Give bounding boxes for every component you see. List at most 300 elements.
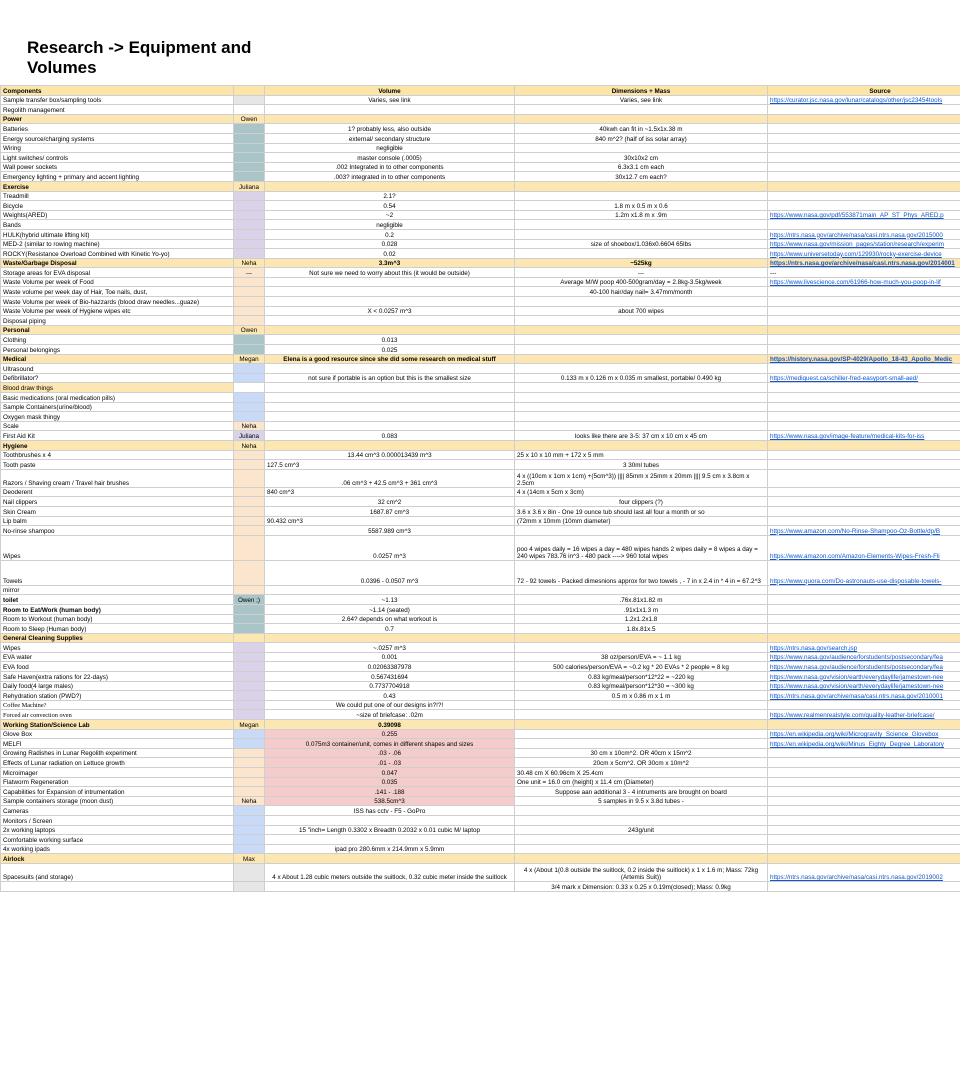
- source-cell[interactable]: [768, 354, 960, 364]
- source-link[interactable]: https://www.nasa.gov/audience/forstudents/postsecondary/fea: [770, 654, 943, 662]
- header-components[interactable]: Components: [1, 86, 234, 96]
- component-cell[interactable]: Personal belongings: [1, 345, 234, 355]
- source-cell[interactable]: [768, 844, 960, 854]
- component-cell[interactable]: Bicycle: [1, 201, 234, 211]
- volume-cell[interactable]: ~size of briefcase: .02m: [265, 710, 515, 720]
- component-cell[interactable]: Basic medications (oral medication pills): [1, 393, 234, 403]
- owner-cell[interactable]: [234, 124, 265, 134]
- dimensions-mass-cell[interactable]: [515, 739, 768, 749]
- source-cell[interactable]: [768, 287, 960, 297]
- owner-cell[interactable]: Owen: [234, 114, 265, 124]
- volume-cell[interactable]: 0.083: [265, 431, 515, 441]
- owner-cell[interactable]: [234, 460, 265, 470]
- component-cell[interactable]: Regolith management: [1, 105, 234, 115]
- source-cell[interactable]: [768, 95, 960, 105]
- dimensions-mass-cell[interactable]: [515, 393, 768, 403]
- dimensions-mass-cell[interactable]: 1.2m x1.8 m x .9m: [515, 210, 768, 220]
- volume-cell[interactable]: 2.64? depends on what workout is: [265, 614, 515, 624]
- component-cell[interactable]: Medical: [1, 354, 234, 364]
- source-cell[interactable]: [768, 825, 960, 835]
- component-cell[interactable]: Treadmill: [1, 191, 234, 201]
- dimensions-mass-cell[interactable]: 1.2x1.2x1.8: [515, 614, 768, 624]
- owner-cell[interactable]: [234, 700, 265, 710]
- volume-cell[interactable]: negligible: [265, 143, 515, 153]
- component-cell[interactable]: Bands: [1, 220, 234, 230]
- owner-cell[interactable]: [234, 229, 265, 239]
- volume-cell[interactable]: not sure if portable is an option but this is the smallest size: [265, 373, 515, 383]
- owner-cell[interactable]: [234, 768, 265, 778]
- dimensions-mass-cell[interactable]: [515, 643, 768, 653]
- component-cell[interactable]: Daily food(4 large males): [1, 681, 234, 691]
- dimensions-mass-cell[interactable]: poo 4 wipes daily = 16 wipes a day = 480 wipes hands 2 wipes daily = 8 wipes a day = 240 wipes 783.76 in^3 - 480 pack ----> 960 total wipes: [515, 535, 768, 560]
- component-cell[interactable]: Nail clippers: [1, 497, 234, 507]
- dimensions-mass-cell[interactable]: 40kwh can fit in ~1.5x1x.38 m: [515, 124, 768, 134]
- source-link[interactable]: https://www.nasa.gov/pdf/553871main_AP_ST_Phys_ARED.p: [770, 212, 944, 220]
- source-cell[interactable]: [768, 345, 960, 355]
- source-link[interactable]: https://history.nasa.gov/SP-4029/Apollo_18-43_Apollo_Medic: [770, 356, 953, 364]
- source-cell[interactable]: [768, 739, 960, 749]
- volume-cell[interactable]: 15 "inch= Length 0.3302 x Breadth 0.2032 x 0.01 cubic M/ laptop: [265, 825, 515, 835]
- component-cell[interactable]: Clothing: [1, 335, 234, 345]
- source-link[interactable]: https://ntrs.nasa.gov/archive/nasa/casi.ntrs.nasa.gov/2015000: [770, 231, 943, 239]
- component-cell[interactable]: Safe Haven(extra rations for 22-days): [1, 672, 234, 682]
- source-link[interactable]: https://ntrs.nasa.gov/search.jsp: [770, 644, 858, 652]
- component-cell[interactable]: Room to Workout (human body): [1, 614, 234, 624]
- dimensions-mass-cell[interactable]: [515, 316, 768, 326]
- source-cell[interactable]: [768, 364, 960, 374]
- source-cell[interactable]: [768, 672, 960, 682]
- source-cell[interactable]: [768, 815, 960, 825]
- source-cell[interactable]: [768, 335, 960, 345]
- volume-cell[interactable]: [265, 421, 515, 431]
- owner-cell[interactable]: [234, 335, 265, 345]
- component-cell[interactable]: Sample Containers(urine/blood): [1, 402, 234, 412]
- source-cell[interactable]: [768, 114, 960, 124]
- volume-cell[interactable]: [265, 881, 515, 891]
- volume-cell[interactable]: [265, 297, 515, 307]
- dimensions-mass-cell[interactable]: [515, 143, 768, 153]
- volume-cell[interactable]: 0.02063387978: [265, 662, 515, 672]
- volume-cell[interactable]: Varies, see link: [265, 95, 515, 105]
- component-cell[interactable]: 4x working ipads: [1, 844, 234, 854]
- volume-cell[interactable]: ~.0257 m^3: [265, 643, 515, 653]
- dimensions-mass-cell[interactable]: 1.8 m x 0.5 m x 0.6: [515, 201, 768, 211]
- component-cell[interactable]: Sample containers storage (moon dust): [1, 796, 234, 806]
- component-cell[interactable]: Wipes: [1, 535, 234, 560]
- owner-cell[interactable]: Neha: [234, 421, 265, 431]
- volume-cell[interactable]: .141 - .188: [265, 787, 515, 797]
- source-link[interactable]: https://www.nasa.gov/mission_pages/station/research/experim: [770, 241, 944, 249]
- dimensions-mass-cell[interactable]: 4 x (About 1(0.8 outside the suitlock, 0.2 inside the suitlock) x 1 x 1.6 m; Mass: 72kg (Artemis Suit)): [515, 863, 768, 881]
- owner-cell[interactable]: ---: [234, 268, 265, 278]
- source-link[interactable]: https://curator.jsc.nasa.gov/lunar/catalogs/other/jsc23454tools: [770, 97, 943, 105]
- dimensions-mass-cell[interactable]: 30 cm x 10cm^2. OR 40cm x 15m^2: [515, 748, 768, 758]
- source-cell[interactable]: [768, 460, 960, 470]
- volume-cell[interactable]: [265, 402, 515, 412]
- volume-cell[interactable]: 840 cm^3: [265, 487, 515, 497]
- volume-cell[interactable]: [265, 181, 515, 191]
- dimensions-mass-cell[interactable]: [515, 720, 768, 730]
- component-cell[interactable]: Capabilities for Expansion of intrumentation: [1, 787, 234, 797]
- dimensions-mass-cell[interactable]: [515, 191, 768, 201]
- component-cell[interactable]: Effects of Lunar radiation on Lettuce growth: [1, 758, 234, 768]
- dimensions-mass-cell[interactable]: One unit = 16.0 cm (height) x 11.4 cm (Diameter): [515, 777, 768, 787]
- volume-cell[interactable]: [265, 633, 515, 643]
- dimensions-mass-cell[interactable]: [515, 383, 768, 393]
- owner-cell[interactable]: [234, 402, 265, 412]
- owner-cell[interactable]: Juliana: [234, 431, 265, 441]
- owner-cell[interactable]: [234, 153, 265, 163]
- volume-cell[interactable]: 0.025: [265, 345, 515, 355]
- source-cell[interactable]: [768, 306, 960, 316]
- owner-cell[interactable]: [234, 316, 265, 326]
- source-link[interactable]: https://ntrs.nasa.gov/archive/nasa/casi.ntrs.nasa.gov/2014001: [770, 260, 955, 268]
- volume-cell[interactable]: 0.567431694: [265, 672, 515, 682]
- dimensions-mass-cell[interactable]: 840 m^2? (half of iss solar array): [515, 133, 768, 143]
- owner-cell[interactable]: [234, 210, 265, 220]
- dimensions-mass-cell[interactable]: [515, 364, 768, 374]
- component-cell[interactable]: Personal: [1, 325, 234, 335]
- volume-cell[interactable]: [265, 316, 515, 326]
- component-cell[interactable]: Lip balm: [1, 516, 234, 526]
- volume-cell[interactable]: master console (.0005): [265, 153, 515, 163]
- component-cell[interactable]: Forced air convection oven: [1, 710, 234, 720]
- volume-cell[interactable]: [265, 105, 515, 115]
- owner-cell[interactable]: [234, 364, 265, 374]
- component-cell[interactable]: Waste Volume per week of Hygiene wipes etc: [1, 306, 234, 316]
- dimensions-mass-cell[interactable]: about 700 wipes: [515, 306, 768, 316]
- volume-cell[interactable]: 0.7737704918: [265, 681, 515, 691]
- component-cell[interactable]: Wipes: [1, 643, 234, 653]
- owner-cell[interactable]: Juliana: [234, 181, 265, 191]
- component-cell[interactable]: EVA food: [1, 662, 234, 672]
- source-cell[interactable]: [768, 796, 960, 806]
- dimensions-mass-cell[interactable]: 243g/unit: [515, 825, 768, 835]
- volume-cell[interactable]: 4 x About 1.28 cubic meters outside the suitlock, 0.32 cubic meter inside the suitlock: [265, 863, 515, 881]
- volume-cell[interactable]: 0.075m3 container/unit, comes in different shapes and sizes: [265, 739, 515, 749]
- owner-cell[interactable]: [234, 815, 265, 825]
- component-cell[interactable]: Wiring: [1, 143, 234, 153]
- dimensions-mass-cell[interactable]: 30x12.7 cm each?: [515, 172, 768, 182]
- source-cell[interactable]: [768, 633, 960, 643]
- owner-cell[interactable]: [234, 844, 265, 854]
- source-cell[interactable]: [768, 881, 960, 891]
- header-owner[interactable]: [234, 86, 265, 96]
- source-link[interactable]: https://en.wikipedia.org/wiki/Microgravity_Science_Glovebox: [770, 731, 939, 739]
- source-cell[interactable]: [768, 229, 960, 239]
- source-cell[interactable]: [768, 402, 960, 412]
- spreadsheet-grid[interactable]: [0, 85, 960, 1080]
- owner-cell[interactable]: [234, 497, 265, 507]
- volume-cell[interactable]: .003? integrated in to other components: [265, 172, 515, 182]
- volume-cell[interactable]: 127.5 cm^3: [265, 460, 515, 470]
- component-cell[interactable]: Deoderent: [1, 487, 234, 497]
- owner-cell[interactable]: [234, 143, 265, 153]
- source-cell[interactable]: [768, 393, 960, 403]
- dimensions-mass-cell[interactable]: ~525kg: [515, 258, 768, 268]
- volume-cell[interactable]: 0.001: [265, 652, 515, 662]
- source-cell[interactable]: [768, 526, 960, 536]
- component-cell[interactable]: Energy source/charging systems: [1, 133, 234, 143]
- source-cell[interactable]: [768, 210, 960, 220]
- owner-cell[interactable]: [234, 373, 265, 383]
- component-cell[interactable]: Glove Box: [1, 729, 234, 739]
- volume-cell[interactable]: 5587.989 cm^3: [265, 526, 515, 536]
- owner-cell[interactable]: [234, 220, 265, 230]
- source-cell[interactable]: [768, 421, 960, 431]
- source-cell[interactable]: [768, 258, 960, 268]
- component-cell[interactable]: Weights(ARED): [1, 210, 234, 220]
- source-cell[interactable]: [768, 681, 960, 691]
- source-cell[interactable]: [768, 105, 960, 115]
- volume-cell[interactable]: 2.1?: [265, 191, 515, 201]
- dimensions-mass-cell[interactable]: 0.5 m x 0.86 m x 1 m: [515, 691, 768, 701]
- source-cell[interactable]: [768, 191, 960, 201]
- dimensions-mass-cell[interactable]: [515, 402, 768, 412]
- dimensions-mass-cell[interactable]: [515, 220, 768, 230]
- component-cell[interactable]: Defibrillator?: [1, 373, 234, 383]
- source-cell[interactable]: [768, 777, 960, 787]
- owner-cell[interactable]: [234, 345, 265, 355]
- source-cell[interactable]: [768, 239, 960, 249]
- volume-cell[interactable]: .06 cm^3 + 42.5 cm^3 + 361 cm^3: [265, 469, 515, 487]
- component-cell[interactable]: EVA water: [1, 652, 234, 662]
- volume-cell[interactable]: 0.0257 m^3: [265, 535, 515, 560]
- source-cell[interactable]: [768, 835, 960, 845]
- owner-cell[interactable]: [234, 162, 265, 172]
- component-cell[interactable]: First Aid Kit: [1, 431, 234, 441]
- source-cell[interactable]: [768, 201, 960, 211]
- dimensions-mass-cell[interactable]: [515, 835, 768, 845]
- owner-cell[interactable]: [234, 249, 265, 259]
- dimensions-mass-cell[interactable]: [515, 345, 768, 355]
- volume-cell[interactable]: 32 cm^2: [265, 497, 515, 507]
- dimensions-mass-cell[interactable]: [515, 249, 768, 259]
- owner-cell[interactable]: [234, 739, 265, 749]
- component-cell[interactable]: Power: [1, 114, 234, 124]
- source-link[interactable]: https://ntrs.nasa.gov/archive/nasa/casi.ntrs.nasa.gov/2010001: [770, 692, 943, 700]
- component-cell[interactable]: Emergency lighting + primary and accent lighting: [1, 172, 234, 182]
- owner-cell[interactable]: Owen ;): [234, 595, 265, 605]
- component-cell[interactable]: Cameras: [1, 806, 234, 816]
- source-cell[interactable]: [768, 720, 960, 730]
- source-cell[interactable]: [768, 768, 960, 778]
- owner-cell[interactable]: [234, 191, 265, 201]
- owner-cell[interactable]: [234, 306, 265, 316]
- header-source[interactable]: Source: [768, 86, 960, 96]
- source-link[interactable]: https://mediquest.ca/schiller-fred-easyport-small-aed/: [770, 375, 919, 383]
- dimensions-mass-cell[interactable]: [515, 815, 768, 825]
- dimensions-mass-cell[interactable]: Average M/W poop 400-500gram/day = 2.8kg-3.5kg/week: [515, 277, 768, 287]
- source-cell[interactable]: [768, 758, 960, 768]
- source-link[interactable]: https://www.nasa.gov/vision/earth/everydaylife/jamestown-nee: [770, 673, 944, 681]
- volume-cell[interactable]: ipad pro 280.6mm x 214.9mm x 5.9mm: [265, 844, 515, 854]
- dimensions-mass-cell[interactable]: [515, 412, 768, 422]
- owner-cell[interactable]: [234, 672, 265, 682]
- component-cell[interactable]: Wall power sockets: [1, 162, 234, 172]
- owner-cell[interactable]: [234, 516, 265, 526]
- source-cell[interactable]: [768, 643, 960, 653]
- owner-cell[interactable]: [234, 643, 265, 653]
- dimensions-mass-cell[interactable]: [515, 114, 768, 124]
- volume-cell[interactable]: 0.035: [265, 777, 515, 787]
- owner-cell[interactable]: [234, 585, 265, 595]
- volume-cell[interactable]: [265, 393, 515, 403]
- dimensions-mass-cell[interactable]: 30.48 cm X 60.96cm X 25.4cm: [515, 768, 768, 778]
- source-cell[interactable]: ---: [768, 268, 960, 278]
- component-cell[interactable]: Scale: [1, 421, 234, 431]
- source-cell[interactable]: [768, 143, 960, 153]
- component-cell[interactable]: [1, 881, 234, 891]
- dimensions-mass-cell[interactable]: 500 calories/person/EVA = ~0.2 kg * 20 EVAs * 2 people = 8 kg: [515, 662, 768, 672]
- component-cell[interactable]: MELFI: [1, 739, 234, 749]
- component-cell[interactable]: Waste volume per week day of Hair, Toe nails, dust,: [1, 287, 234, 297]
- component-cell[interactable]: Exercise: [1, 181, 234, 191]
- volume-cell[interactable]: .03 - .06: [265, 748, 515, 758]
- owner-cell[interactable]: [234, 393, 265, 403]
- component-cell[interactable]: Storage areas for EVA disposal: [1, 268, 234, 278]
- source-cell[interactable]: [768, 604, 960, 614]
- source-cell[interactable]: [768, 585, 960, 595]
- source-link[interactable]: https://www.nasa.gov/vision/earth/everydaylife/jamestown-nee: [770, 683, 944, 691]
- component-cell[interactable]: No-rinse shampoo: [1, 526, 234, 536]
- source-cell[interactable]: [768, 440, 960, 450]
- owner-cell[interactable]: [234, 133, 265, 143]
- source-cell[interactable]: [768, 316, 960, 326]
- source-cell[interactable]: [768, 277, 960, 287]
- source-link[interactable]: https://www.universetoday.com/129930/rocky-exercise-device: [770, 250, 942, 258]
- volume-cell[interactable]: [265, 412, 515, 422]
- owner-cell[interactable]: [234, 681, 265, 691]
- owner-cell[interactable]: [234, 806, 265, 816]
- component-cell[interactable]: Ultrasound: [1, 364, 234, 374]
- dimensions-mass-cell[interactable]: [515, 421, 768, 431]
- source-cell[interactable]: [768, 412, 960, 422]
- dimensions-mass-cell[interactable]: Varies, see link: [515, 95, 768, 105]
- source-cell[interactable]: [768, 383, 960, 393]
- component-cell[interactable]: MED-2 (similar to rowing machine): [1, 239, 234, 249]
- source-cell[interactable]: [768, 450, 960, 460]
- source-cell[interactable]: [768, 662, 960, 672]
- owner-cell[interactable]: Megan: [234, 720, 265, 730]
- volume-cell[interactable]: 0.047: [265, 768, 515, 778]
- dimensions-mass-cell[interactable]: 3.6 x 3.6 x 8in - One 19 ounce tub should last all four a month or so: [515, 506, 768, 516]
- source-cell[interactable]: [768, 373, 960, 383]
- component-cell[interactable]: Monitors / Screen: [1, 815, 234, 825]
- source-cell[interactable]: [768, 595, 960, 605]
- dimensions-mass-cell[interactable]: 40-100 hair/day nail= 3.47mm/month: [515, 287, 768, 297]
- component-cell[interactable]: Working Station/Science Lab: [1, 720, 234, 730]
- source-cell[interactable]: [768, 153, 960, 163]
- component-cell[interactable]: ROCKY(Resistance Overload Combined with Kinetic Yo-yo): [1, 249, 234, 259]
- volume-cell[interactable]: [265, 287, 515, 297]
- dimensions-mass-cell[interactable]: [515, 585, 768, 595]
- source-cell[interactable]: [768, 710, 960, 720]
- volume-cell[interactable]: [265, 383, 515, 393]
- volume-cell[interactable]: 0.39098: [265, 720, 515, 730]
- owner-cell[interactable]: [234, 748, 265, 758]
- component-cell[interactable]: Razors / Shaving cream / Travel hair brushes: [1, 469, 234, 487]
- volume-cell[interactable]: ~1.14 (seated): [265, 604, 515, 614]
- source-link[interactable]: https://www.quora.com/Do-astronauts-use-disposable-towels-: [770, 577, 942, 585]
- source-cell[interactable]: [768, 487, 960, 497]
- component-cell[interactable]: Sample transfer box/sampling tools: [1, 95, 234, 105]
- owner-cell[interactable]: [234, 412, 265, 422]
- component-cell[interactable]: Room to Eat/Work (human body): [1, 604, 234, 614]
- source-cell[interactable]: [768, 863, 960, 881]
- source-cell[interactable]: [768, 133, 960, 143]
- dimensions-mass-cell[interactable]: [515, 806, 768, 816]
- dimensions-mass-cell[interactable]: [515, 297, 768, 307]
- volume-cell[interactable]: 0.0396 - 0.0507 m^3: [265, 560, 515, 585]
- dimensions-mass-cell[interactable]: 72 - 92 towels - Packed dimesnions approx for two towels , - 7 in x 2.4 in * 4 in = 67.2^3: [515, 560, 768, 585]
- dimensions-mass-cell[interactable]: [515, 354, 768, 364]
- owner-cell[interactable]: [234, 710, 265, 720]
- owner-cell[interactable]: [234, 835, 265, 845]
- dimensions-mass-cell[interactable]: [515, 526, 768, 536]
- volume-cell[interactable]: 1? probably less, also outside: [265, 124, 515, 134]
- owner-cell[interactable]: [234, 787, 265, 797]
- source-cell[interactable]: [768, 162, 960, 172]
- volume-cell[interactable]: ~2: [265, 210, 515, 220]
- dimensions-mass-cell[interactable]: size of shoebox/1.036x0.6604 65lbs: [515, 239, 768, 249]
- dimensions-mass-cell[interactable]: (72mm x 10mm (10mm diameter): [515, 516, 768, 526]
- header-dimensions-mass[interactable]: Dimensions + Mass: [515, 86, 768, 96]
- volume-cell[interactable]: [265, 114, 515, 124]
- source-link[interactable]: https://www.realmenrealstyle.com/quality-leather-briefcase/: [770, 712, 935, 720]
- volume-cell[interactable]: ISS has cctv - F5 - GoPro: [265, 806, 515, 816]
- owner-cell[interactable]: [234, 863, 265, 881]
- owner-cell[interactable]: [234, 239, 265, 249]
- owner-cell[interactable]: [234, 758, 265, 768]
- source-cell[interactable]: [768, 469, 960, 487]
- dimensions-mass-cell[interactable]: 38 oz/person/EVA = ~ 1.1 kg: [515, 652, 768, 662]
- dimensions-mass-cell[interactable]: [515, 633, 768, 643]
- owner-cell[interactable]: [234, 881, 265, 891]
- component-cell[interactable]: mirror: [1, 585, 234, 595]
- owner-cell[interactable]: Max: [234, 854, 265, 864]
- volume-cell[interactable]: 0.7: [265, 624, 515, 634]
- source-link[interactable]: https://ntrs.nasa.gov/archive/nasa/casi.ntrs.nasa.gov/2019002: [770, 873, 943, 881]
- component-cell[interactable]: Towels: [1, 560, 234, 585]
- component-cell[interactable]: Waste/Garbage Disposal: [1, 258, 234, 268]
- dimensions-mass-cell[interactable]: looks like there are 3-5: 37 cm x 10 cm x 45 cm: [515, 431, 768, 441]
- source-cell[interactable]: [768, 691, 960, 701]
- source-cell[interactable]: [768, 624, 960, 634]
- component-cell[interactable]: 2x working laptops: [1, 825, 234, 835]
- owner-cell[interactable]: [234, 691, 265, 701]
- owner-cell[interactable]: [234, 287, 265, 297]
- volume-cell[interactable]: 13.44 cm^3 0.000013439 m^3: [265, 450, 515, 460]
- dimensions-mass-cell[interactable]: 3/4 mark x Dimension: 0.33 x 0.25 x 0.19m(closed); Mass: 0.9kg: [515, 881, 768, 891]
- owner-cell[interactable]: [234, 662, 265, 672]
- volume-cell[interactable]: 538.5cm^3: [265, 796, 515, 806]
- source-cell[interactable]: [768, 700, 960, 710]
- volume-cell[interactable]: negligible: [265, 220, 515, 230]
- source-cell[interactable]: [768, 506, 960, 516]
- component-cell[interactable]: Batteries: [1, 124, 234, 134]
- dimensions-mass-cell[interactable]: 0.83 kg/meal/person*12*22 = ~220 kg: [515, 672, 768, 682]
- component-cell[interactable]: Blood draw things: [1, 383, 234, 393]
- owner-cell[interactable]: [234, 450, 265, 460]
- source-cell[interactable]: [768, 652, 960, 662]
- source-cell[interactable]: [768, 431, 960, 441]
- dimensions-mass-cell[interactable]: [515, 325, 768, 335]
- component-cell[interactable]: Rehydration station (PWD?): [1, 691, 234, 701]
- owner-cell[interactable]: [234, 201, 265, 211]
- volume-cell[interactable]: Not sure we need to worry about this (it would be outside): [265, 268, 515, 278]
- owner-cell[interactable]: [234, 777, 265, 787]
